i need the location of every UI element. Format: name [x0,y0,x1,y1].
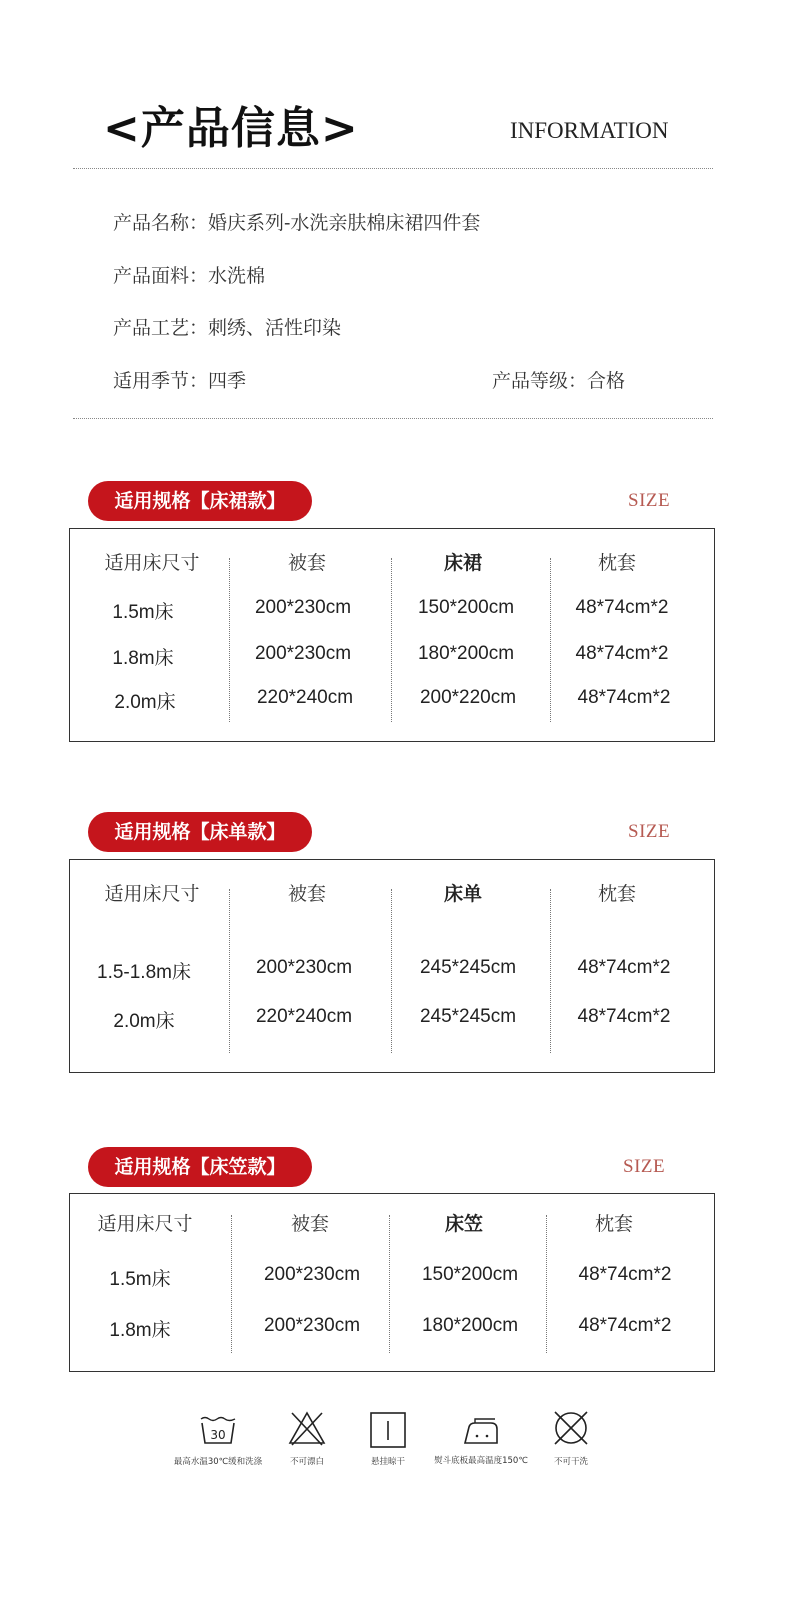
divider-bottom [73,418,713,419]
product-season: 适用季节：四季 [113,370,247,392]
section-pill-flatsheet: 适用规格【床单款】 [88,812,312,852]
table-cell: 200*230cm [254,597,352,618]
table-cell: 48*74cm*2 [577,687,671,708]
table-cell: 1.5-1.8m床 [97,962,191,983]
table-header-duvet: 被套 [290,1213,329,1235]
product-fabric: 产品面料：水洗棉 [113,265,266,287]
iron-150-icon [461,1411,501,1451]
table-header-duvet: 被套 [287,552,326,574]
table-cell: 1.5m床 [112,602,174,623]
wash-30-icon [198,1410,238,1450]
no-dry-clean-icon [551,1408,591,1448]
table-cell: 1.5m床 [109,1269,171,1290]
table-cell: 200*220cm [419,687,517,708]
table-cell: 245*245cm [419,1006,517,1027]
table-cell: 2.0m床 [114,692,176,713]
table-cell: 1.8m床 [112,648,174,669]
table-cell: 48*74cm*2 [577,1006,671,1027]
table-cell: 200*230cm [254,643,352,664]
care-label-no-dry-clean: 不可干洗 [553,1457,588,1467]
table-header-fittedsheet: 床笠 [444,1213,483,1235]
hang-dry-icon [368,1410,408,1450]
page-title: <产品信息> [103,103,359,154]
table-cell: 48*74cm*2 [575,643,669,664]
care-label-hang-dry: 悬挂晾干 [370,1457,405,1467]
product-craft: 产品工艺：刺绣、活性印染 [113,317,342,339]
table-cell: 200*230cm [263,1315,361,1336]
table-cell: 48*74cm*2 [575,597,669,618]
table-header-bed-size: 适用床尺寸 [97,1213,193,1235]
table-cell: 180*200cm [421,1315,519,1336]
section-pill-fittedsheet: 适用规格【床笠款】 [88,1147,312,1187]
section-pill-bedskirt: 适用规格【床裙款】 [88,481,312,521]
table-cell: 200*230cm [263,1264,361,1285]
size-label: SIZE [628,490,671,511]
product-name: 产品名称：婚庆系列-水洗亲肤棉床裙四件套 [113,212,481,234]
table-cell: 48*74cm*2 [578,1264,672,1285]
no-bleach-icon [287,1409,327,1449]
table-header-bed-size: 适用床尺寸 [104,552,200,574]
table-cell: 180*200cm [417,643,515,664]
table-cell: 48*74cm*2 [578,1315,672,1336]
table-header-flatsheet: 床单 [443,883,482,905]
divider-top [73,168,713,169]
svg-text:30: 30 [210,1428,226,1442]
size-label: SIZE [628,821,671,842]
care-label-no-bleach: 不可漂白 [289,1457,324,1467]
table-header-duvet: 被套 [287,883,326,905]
table-cell: 220*240cm [255,1006,353,1027]
table-cell: 150*200cm [417,597,515,618]
table-header-bed-size: 适用床尺寸 [104,883,200,905]
table-cell: 245*245cm [419,957,517,978]
table-header-bedskirt: 床裙 [443,552,482,574]
care-label-wash: 最高水温30℃缓和洗涤 [173,1457,263,1467]
page-title-en: INFORMATION [510,118,669,143]
size-label: SIZE [623,1156,666,1177]
table-cell: 2.0m床 [113,1011,175,1032]
table-cell: 150*200cm [421,1264,519,1285]
table-cell: 220*240cm [256,687,354,708]
table-header-pillowcase: 枕套 [597,552,636,574]
table-cell: 1.8m床 [109,1320,171,1341]
product-grade: 产品等级：合格 [492,370,626,392]
care-label-iron: 熨斗底板最高温度150℃ [434,1456,528,1466]
table-header-pillowcase: 枕套 [597,883,636,905]
table-header-pillowcase: 枕套 [594,1213,633,1235]
table-cell: 200*230cm [255,957,353,978]
table-cell: 48*74cm*2 [577,957,671,978]
